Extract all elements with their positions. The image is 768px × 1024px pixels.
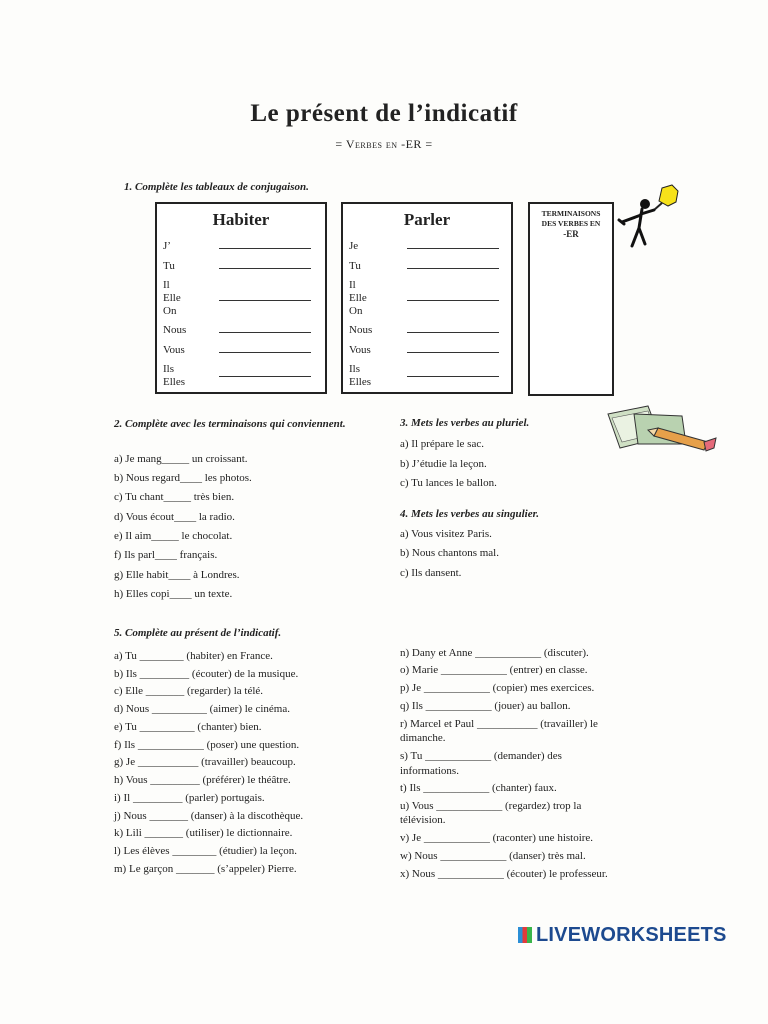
ex5-item-continued: dimanche. xyxy=(400,732,446,744)
ex5-item[interactable]: o) Marie ____________ (entrer) en classe. xyxy=(400,664,588,676)
ex5-item[interactable]: j) Nous _______ (danser) à la discothèque. xyxy=(114,810,304,822)
ex3-heading: 3. Mets les verbes au pluriel. xyxy=(400,417,530,429)
ex5-item[interactable]: k) Lili _______ (utiliser) le dictionnaire. xyxy=(114,827,293,839)
parler-pronoun: Vous xyxy=(349,344,371,356)
habiter-blank[interactable] xyxy=(219,376,311,377)
ex2-item[interactable]: a) Je mang_____ un croissant. xyxy=(114,453,248,465)
ex5-item[interactable]: x) Nous ____________ (écouter) le professeur. xyxy=(400,868,608,880)
ex2-item[interactable]: d) Vous écout____ la radio. xyxy=(114,511,235,523)
ex5-item[interactable]: d) Nous __________ (aimer) le cinéma. xyxy=(114,703,290,715)
habiter-pronoun: Nous xyxy=(163,324,187,336)
books-pencil-icon xyxy=(604,404,720,452)
ex5-item[interactable]: s) Tu ____________ (demander) des xyxy=(400,750,562,762)
ex5-item[interactable]: g) Je ___________ (travailler) beaucoup. xyxy=(114,756,296,768)
habiter-blank[interactable] xyxy=(219,248,311,249)
ex2-item[interactable]: e) Il aim_____ le chocolat. xyxy=(114,530,233,542)
stick-figure-lightbulb-icon xyxy=(612,182,688,252)
page-subtitle: = Verbes en -ER = xyxy=(335,137,433,151)
ex5-item[interactable]: l) Les élèves ________ (étudier) la leçon. xyxy=(114,845,297,857)
ex4-item[interactable]: c) Ils dansent. xyxy=(400,567,462,579)
ex5-item[interactable]: c) Elle _______ (regarder) la télé. xyxy=(114,685,264,697)
parler-blank[interactable] xyxy=(407,268,499,269)
parler-table xyxy=(341,202,513,394)
habiter-pronoun: Vous xyxy=(163,344,185,356)
ex5-item[interactable]: r) Marcel et Paul ___________ (travailler) le xyxy=(400,718,598,730)
ex4-item[interactable]: a) Vous visitez Paris. xyxy=(400,528,492,540)
logo-text: LIVEWORKSHEETS xyxy=(536,924,727,946)
ex5-item[interactable]: i) Il _________ (parler) portugais. xyxy=(114,792,265,804)
habiter-pronoun: Il Elle On xyxy=(163,279,181,317)
habiter-title: Habiter xyxy=(212,210,270,229)
terminaisons-box[interactable] xyxy=(528,202,614,396)
logo-mark-icon xyxy=(518,927,532,943)
page-title: Le présent de l’indicatif xyxy=(250,100,518,127)
ex5-item[interactable]: t) Ils ____________ (chanter) faux. xyxy=(400,782,557,794)
ex5-item[interactable]: v) Je ____________ (raconter) une histoire. xyxy=(400,832,594,844)
ex5-item[interactable]: m) Le garçon _______ (s’appeler) Pierre. xyxy=(114,863,297,875)
ex5-item[interactable]: f) Ils ____________ (poser) une question. xyxy=(114,739,300,751)
ex2-item[interactable]: b) Nous regard____ les photos. xyxy=(114,472,252,484)
ex5-heading: 5. Complète au présent de l’indicatif. xyxy=(114,627,282,639)
parler-title: Parler xyxy=(403,210,451,229)
ex2-item[interactable]: g) Elle habit____ à Londres. xyxy=(114,569,240,581)
ex4-heading: 4. Mets les verbes au singulier. xyxy=(400,508,540,520)
ex2-item[interactable]: h) Elles copi____ un texte. xyxy=(114,588,233,600)
parler-pronoun: Tu xyxy=(349,260,361,272)
ex4-item[interactable]: b) Nous chantons mal. xyxy=(400,547,499,559)
ex5-item[interactable]: q) Ils ____________ (jouer) au ballon. xyxy=(400,700,571,712)
ex2-item[interactable]: c) Tu chant_____ très bien. xyxy=(114,491,235,503)
parler-pronoun: Nous xyxy=(349,324,373,336)
habiter-blank[interactable] xyxy=(219,268,311,269)
ex2-heading: 2. Complète avec les terminaisons qui conviennent. xyxy=(114,418,346,430)
ex5-item[interactable]: w) Nous ____________ (danser) très mal. xyxy=(400,850,586,862)
ex5-item-continued: télévision. xyxy=(400,814,446,826)
habiter-blank[interactable] xyxy=(219,332,311,333)
parler-blank[interactable] xyxy=(407,332,499,333)
parler-pronoun: Il Elle On xyxy=(349,279,367,317)
habiter-pronoun: Ils Elles xyxy=(163,363,185,388)
ex1-heading: 1. Complète les tableaux de conjugaison. xyxy=(124,181,309,193)
ex3-item[interactable]: c) Tu lances le ballon. xyxy=(400,477,497,489)
ex3-item[interactable]: a) Il prépare le sac. xyxy=(400,438,484,450)
parler-blank[interactable] xyxy=(407,352,499,353)
parler-blank[interactable] xyxy=(407,376,499,377)
ex3-item[interactable]: b) J’étudie la leçon. xyxy=(400,458,487,470)
terminaisons-label-3: -ER xyxy=(563,229,579,239)
ex5-item[interactable]: a) Tu ________ (habiter) en France. xyxy=(114,650,273,662)
ex5-item[interactable]: p) Je ____________ (copier) mes exercices. xyxy=(400,682,595,694)
habiter-table xyxy=(155,202,327,394)
ex5-item[interactable]: h) Vous _________ (préférer) le théâtre. xyxy=(114,774,291,786)
liveworksheets-logo xyxy=(518,924,727,947)
ex5-item[interactable]: n) Dany et Anne ____________ (discuter). xyxy=(400,647,589,659)
parler-blank[interactable] xyxy=(407,248,499,249)
terminaisons-label-2: DES VERBES EN xyxy=(541,219,601,228)
ex5-item[interactable]: b) Ils _________ (écouter) de la musique. xyxy=(114,668,299,680)
habiter-pronoun: Tu xyxy=(163,260,175,272)
habiter-blank[interactable] xyxy=(219,300,311,301)
parler-blank[interactable] xyxy=(407,300,499,301)
ex5-item-continued: informations. xyxy=(400,765,459,777)
ex2-item[interactable]: f) Ils parl____ français. xyxy=(114,549,218,561)
ex5-item[interactable]: e) Tu __________ (chanter) bien. xyxy=(114,721,262,733)
ex5-item[interactable]: u) Vous ____________ (regardez) trop la xyxy=(400,800,582,812)
terminaisons-label-1: TERMINAISONS xyxy=(541,209,601,218)
habiter-blank[interactable] xyxy=(219,352,311,353)
parler-pronoun: Je xyxy=(349,240,359,252)
habiter-pronoun: J’ xyxy=(163,240,171,252)
parler-pronoun: Ils Elles xyxy=(349,363,371,388)
